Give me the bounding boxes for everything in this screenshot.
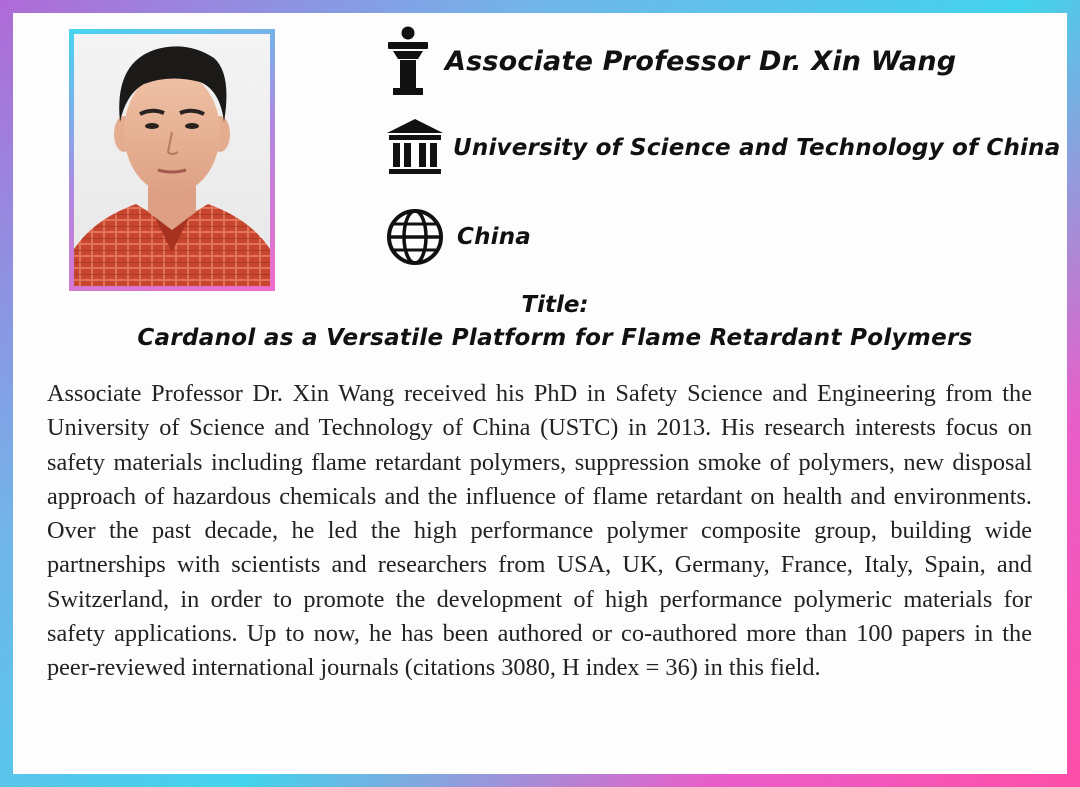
- talk-title-label: Title:: [521, 292, 589, 318]
- photo-frame: [69, 29, 275, 291]
- speaker-photo: [74, 34, 270, 286]
- speaker-biography: Associate Professor Dr. Xin Wang received his PhD in Safety Science and Engineering from the University of Science and Technology of China (USTC) in 2013. His research interests focus on safety materials including flame retardant polymers, suppression smoke of polymers, new disposal approach of hazardous chemicals and the influence of flame retardant on health and environments. Over the past decade, he led the high performance polymer composite group, building wide partnerships with scientists and researchers from USA, UK, Germany, France, Italy, Spain, and Switzerland, in order to promote the development of high performance polymeric materials for safety applications. Up to now, he has been authored or co-authored more than 100 papers in the peer-reviewed international journals (citations 3080, H index = 36) in this field.: [47, 380, 1032, 682]
- podium-speaker-icon: [385, 25, 431, 97]
- country-row: [385, 207, 531, 267]
- speaker-card: [13, 13, 1067, 774]
- country-name: China: [457, 224, 532, 250]
- institution-row: [385, 117, 1060, 179]
- speaker-name-row: [385, 25, 956, 97]
- speaker-name: Associate Professor Dr. Xin Wang: [445, 45, 957, 77]
- globe-icon: [385, 207, 445, 267]
- institution-name: University of Science and Technology of China: [453, 135, 1061, 161]
- talk-title: Cardanol as a Versatile Platform for Flame Retardant Polymers: [137, 325, 973, 351]
- talk-title-block: [13, 289, 1067, 355]
- university-building-icon: [385, 117, 445, 179]
